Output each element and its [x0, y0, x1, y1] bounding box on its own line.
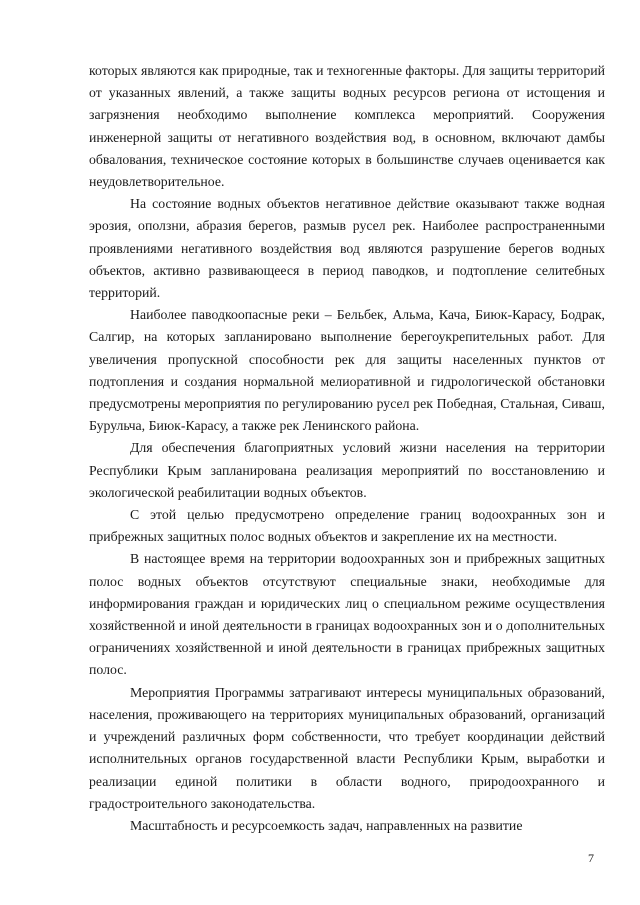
page-number: 7	[588, 851, 594, 865]
paragraph-zone-boundaries: С этой целью предусмотрено определение границ водоохранных зон и прибрежных защитных полос водных объектов и закрепление их на местности.	[89, 507, 605, 545]
paragraph-scale: Масштабность и ресурсоемкость задач, направленных на развитие	[130, 817, 523, 833]
paragraph-living-conditions: Для обеспечения благоприятных условий жизни населения на территории Республики Крым запланирована реализация мероприятий по восстановлению и экологической реабилитации водных объектов.	[89, 440, 605, 500]
paragraph-flood-rivers: Наиболее паводкоопасные реки – Бельбек, Альма, Кача, Биюк-Карасу, Бодрак, Салгир, на которых запланировано выполнение берегоукрепительных работ. Для увеличения пропускной способности рек для защиты населенных пунктов от подтопления и создания нормальной мелиоративной и гидрологической обстановки предусмотрены мероприятия по регулированию русел рек Победная, Стальная, Сиваш, Бурульча, Биюк-Карасу, а также рек Ленинского района.	[89, 307, 605, 434]
paragraph-program-interests: Мероприятия Программы затрагивают интересы муниципальных образований, населения, проживающего на территориях муниципальных образований, организаций и учреждений различных форм собственности, что требует координации действий исполнительных органов государственной власти Республики Крым, выработки и реализации единой политики в области водного, природоохранного и градостроительного законодательства.	[89, 684, 605, 811]
paragraph-signage: В настоящее время на территории водоохранных зон и прибрежных защитных полос водных объектов отсутствуют специальные знаки, необходимые для информирования граждан и юридических лиц о специальном режиме осуществления хозяйственной и иной деятельности в границах водоохранных зон и о дополнительных ограничениях хозяйственной и иной деятельности в границах прибрежных защитных полос.	[89, 551, 605, 678]
body-text	[89, 60, 605, 837]
paragraph-continuation: которых являются как природные, так и техногенные факторы. Для защиты территорий от указанных явлений, а также защиты водных ресурсов региона от истощения и загрязнения необходимо выполнение комплекса мероприятий. Сооружения инженерной защиты от негативного воздействия вод, в основном, включают дамбы обвалования, техническое состояние которых в большинстве случаев оценивается как неудовлетворительное.	[89, 63, 605, 190]
paragraph-water-objects: На состояние водных объектов негативное действие оказывают также водная эрозия, оползни, абразия берегов, размыв русел рек. Наиболее распространенными проявлениями негативного воздействия вод являются разрушение берегов водных объектов, активно развивающееся в период паводков, и подтопление селитебных территорий.	[89, 196, 605, 301]
